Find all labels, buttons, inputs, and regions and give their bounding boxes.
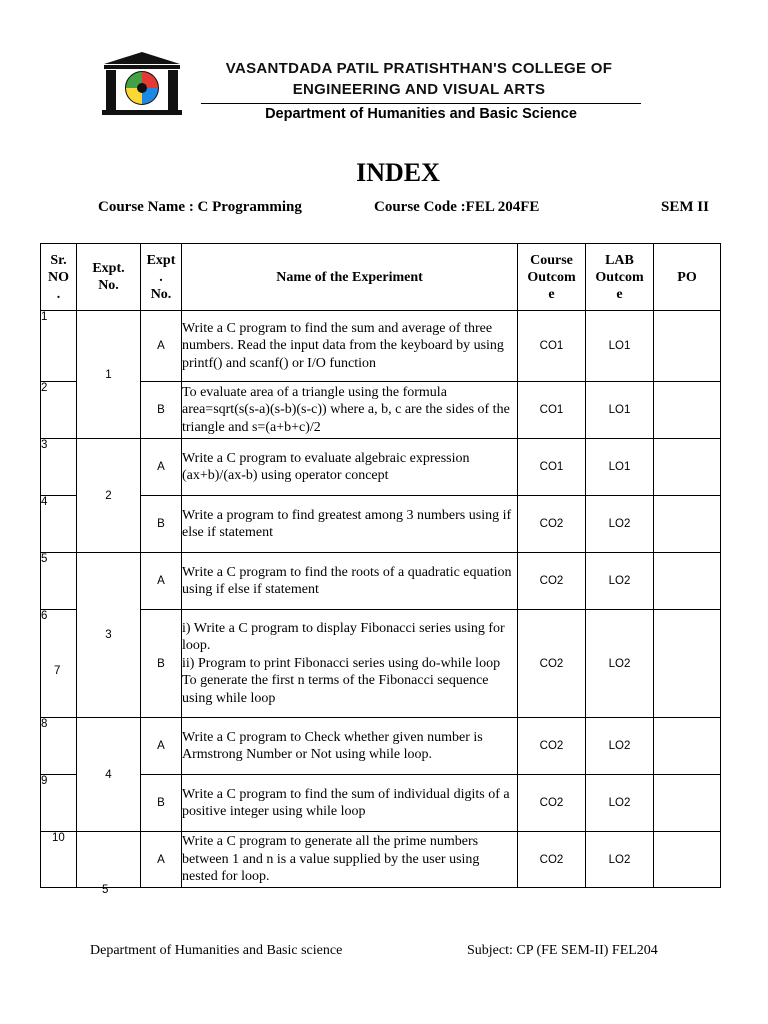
- experiment-name: Write a program to find greatest among 3 numbers using if else if statement: [182, 496, 518, 553]
- table-row: [41, 553, 721, 610]
- lab-outcome: LO1: [586, 311, 654, 382]
- expt-part: A: [141, 311, 182, 382]
- table-header-row: [41, 244, 721, 311]
- header-experiment-name: Name of the Experiment: [182, 244, 518, 311]
- po-cell: [654, 382, 721, 439]
- lab-outcome: LO1: [586, 439, 654, 496]
- experiment-name: Write a C program to find the roots of a quadratic equation using if else if statement: [182, 553, 518, 610]
- lab-outcome: LO2: [586, 718, 654, 775]
- sr-no: 4: [41, 496, 77, 553]
- po-cell: [654, 311, 721, 382]
- sr-no: 10: [41, 832, 77, 888]
- expt-part: B: [141, 496, 182, 553]
- page-title: INDEX: [356, 158, 440, 187]
- expt-part: A: [141, 718, 182, 775]
- expt-part: B: [141, 382, 182, 439]
- header-po: PO: [654, 244, 721, 311]
- experiment-name: Write a C program to find the sum and average of three numbers. Read the input data from the keyboard by using printf() and scanf() or I/O function: [182, 311, 518, 382]
- college-name-line2: ENGINEERING AND VISUAL ARTS: [292, 81, 546, 98]
- expt-no: 3: [77, 553, 141, 718]
- course-outcome: CO2: [518, 832, 586, 888]
- po-cell: [654, 832, 721, 888]
- expt-part: A: [141, 553, 182, 610]
- lab-outcome: LO2: [586, 775, 654, 832]
- sr-no: 3: [41, 439, 77, 496]
- header-expt-no: Expt. No.: [77, 244, 141, 311]
- po-cell: [654, 553, 721, 610]
- semester: SEM II: [661, 199, 709, 215]
- footer-department: Department of Humanities and Basic science: [90, 943, 343, 958]
- table-row: [41, 439, 721, 496]
- sr-no: 6: [41, 610, 77, 718]
- experiment-name: Write a C program to evaluate algebraic expression (ax+b)/(ax-b) using operator concept: [182, 439, 518, 496]
- course-code: Course Code :FEL 204FE: [374, 199, 540, 215]
- header-course-outcome: Course Outcom e: [518, 244, 586, 311]
- course-outcome: CO2: [518, 496, 586, 553]
- sr-no: 5: [41, 553, 77, 610]
- college-name-line1: VASANTDADA PATIL PRATISHTHAN'S COLLEGE OF: [225, 60, 613, 77]
- lab-outcome: LO2: [586, 553, 654, 610]
- sr-no-extra: 7: [54, 665, 61, 677]
- table-row: [41, 496, 721, 553]
- experiment-name: To evaluate area of a triangle using the formula area=sqrt(s(s-a)(s-b)(s-c)) where a, b, c are the sides of the triangle and s=(a+b+c)/2: [182, 382, 518, 439]
- expt-no: 2: [77, 439, 141, 553]
- expt-part: A: [141, 439, 182, 496]
- po-cell: [654, 718, 721, 775]
- header-lab-outcome: LAB Outcom e: [586, 244, 654, 311]
- table-row: [41, 311, 721, 382]
- course-outcome: CO1: [518, 439, 586, 496]
- lab-outcome: LO2: [586, 610, 654, 718]
- po-cell: [654, 775, 721, 832]
- expt-part: B: [141, 610, 182, 718]
- course-outcome: CO2: [518, 775, 586, 832]
- header-divider: [201, 103, 641, 104]
- po-cell: [654, 439, 721, 496]
- table-row: [41, 718, 721, 775]
- course-name: Course Name : C Programming: [98, 199, 302, 215]
- experiment-index-table: [40, 243, 721, 888]
- table-row: [41, 382, 721, 439]
- sr-no: 1: [41, 311, 77, 382]
- lab-outcome: LO2: [586, 496, 654, 553]
- experiment-name: Write a C program to find the sum of individual digits of a positive integer using while loop: [182, 775, 518, 832]
- sr-no: 8: [41, 718, 77, 775]
- sr-no: 2: [41, 382, 77, 439]
- experiment-name: Write a C program to Check whether given number is Armstrong Number or Not using while loop.: [182, 718, 518, 775]
- footer-subject: Subject: CP (FE SEM-II) FEL204: [467, 943, 658, 958]
- po-cell: [654, 496, 721, 553]
- course-outcome: CO2: [518, 718, 586, 775]
- course-outcome: CO2: [518, 553, 586, 610]
- department-name: Department of Humanities and Basic Science: [265, 106, 577, 122]
- expt-no: 4: [77, 718, 141, 832]
- header-expt-part: Expt . No.: [141, 244, 182, 311]
- experiment-name: i) Write a C program to display Fibonacci series using for loop. ii) Program to print Fibonacci series using do-while loop To generate the first n terms of the Fibonacci sequence using while loop: [182, 610, 518, 718]
- experiment-name: Write a C program to generate all the prime numbers between 1 and n is a value supplied by the user using nested for loop.: [182, 832, 518, 888]
- expt-no-overflow: 5: [102, 884, 109, 896]
- course-outcome: CO2: [518, 610, 586, 718]
- college-logo: [98, 50, 186, 116]
- expt-no: 1: [77, 311, 141, 439]
- course-outcome: CO1: [518, 382, 586, 439]
- table-row: [41, 775, 721, 832]
- table-row: [41, 610, 721, 718]
- course-outcome: CO1: [518, 311, 586, 382]
- expt-part: B: [141, 775, 182, 832]
- lab-outcome: LO2: [586, 832, 654, 888]
- sr-no: 9: [41, 775, 77, 832]
- expt-part: A: [141, 832, 182, 888]
- po-cell: [654, 610, 721, 718]
- table-row: [41, 832, 721, 888]
- header-sr-no: Sr. NO .: [41, 244, 77, 311]
- expt-no-cell: [77, 832, 141, 888]
- lab-outcome: LO1: [586, 382, 654, 439]
